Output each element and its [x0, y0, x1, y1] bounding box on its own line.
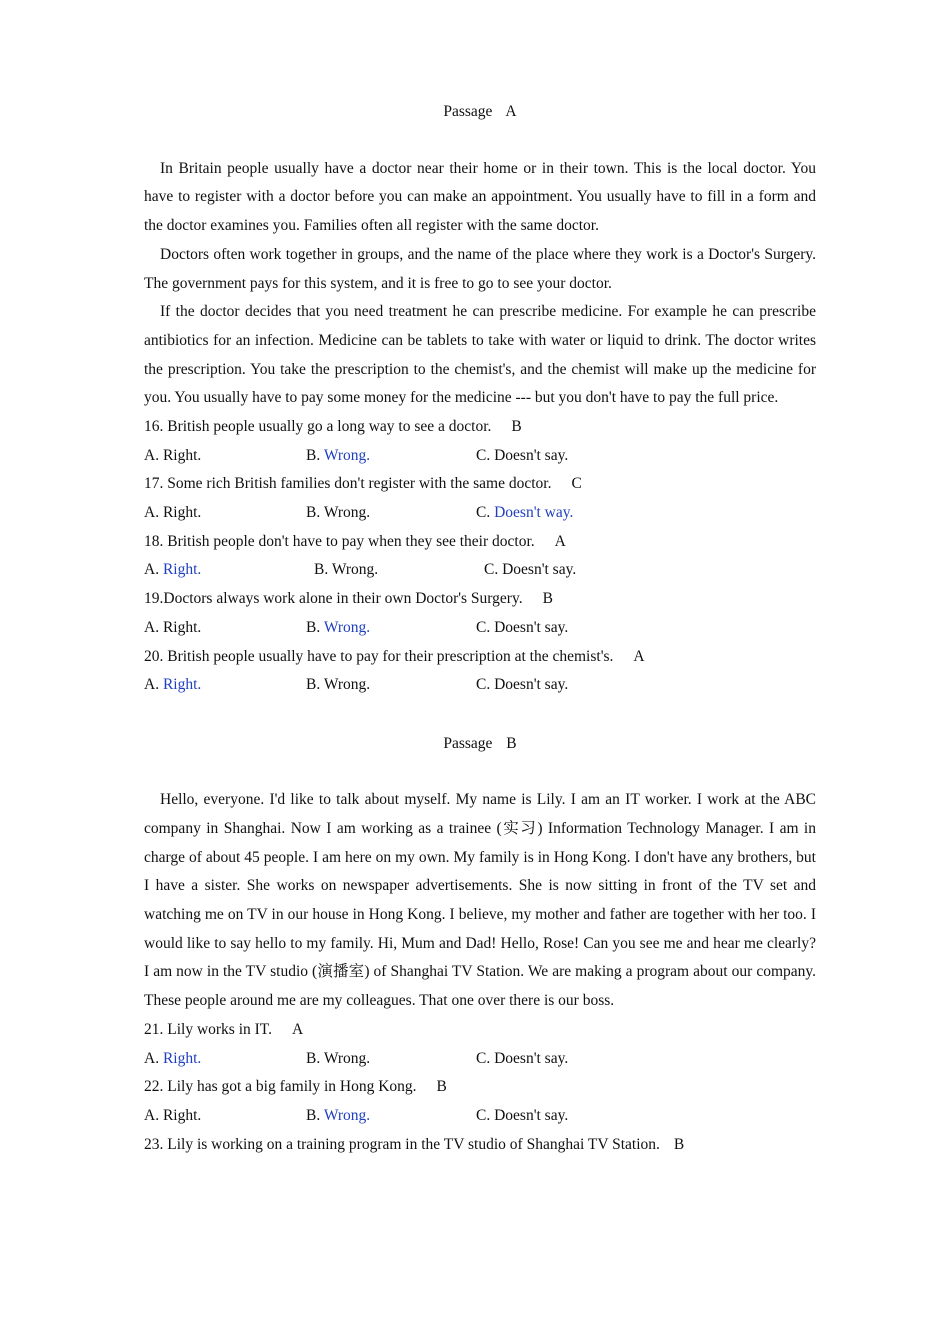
question-20: [144, 643, 816, 672]
option-text: Right.: [162, 1049, 202, 1067]
option-text: Wrong.: [323, 1049, 371, 1067]
option-letter: C.: [476, 1049, 491, 1067]
option-letter: C.: [476, 504, 491, 522]
question-23: [144, 1131, 816, 1160]
option-c: [476, 671, 568, 700]
option-text: Doesn't say.: [494, 1049, 569, 1067]
option-b: [306, 614, 370, 643]
passage-a-paragraph: In Britain people usually have a doctor near their home or in their town. This is the local doctor. You have to register with a doctor before you can make an appointment. You usually have to fill in a form and the doctor examines you. Families often all register with the same doctor.: [144, 159, 816, 235]
option-letter: B.: [306, 504, 321, 522]
options-21: [144, 1045, 816, 1074]
option-text: Right.: [162, 504, 202, 522]
question-answer: A: [554, 532, 566, 550]
option-text: Wrong.: [323, 446, 371, 464]
option-b: [306, 1102, 370, 1131]
option-letter: A.: [144, 446, 160, 464]
option-letter: B.: [314, 561, 329, 579]
option-letter: A.: [144, 1106, 160, 1124]
option-b: [306, 442, 370, 471]
option-letter: C.: [476, 446, 491, 464]
option-text: Doesn't say.: [494, 446, 569, 464]
question-18: [144, 528, 816, 557]
question-answer: B: [511, 418, 522, 436]
option-letter: C.: [484, 561, 499, 579]
option-text: Right.: [162, 676, 202, 694]
option-text: Doesn't say.: [502, 561, 577, 579]
option-a: [144, 1102, 201, 1131]
option-letter: B.: [306, 1049, 321, 1067]
passage-a-title: Passage A: [443, 103, 517, 120]
options-19: [144, 614, 816, 643]
passage-b-title: Passage B: [443, 734, 517, 752]
option-b: [314, 556, 378, 585]
option-letter: C.: [476, 1106, 491, 1124]
question-16: [144, 413, 816, 442]
question-text: 18. British people don't have to pay when they see their doctor.: [144, 532, 535, 550]
document-page: [144, 97, 816, 1159]
option-a: [144, 614, 201, 643]
question-answer: B: [542, 590, 553, 608]
question-text: 20. British people usually have to pay for their prescription at the chemist's.: [144, 647, 614, 665]
passage-a-paragraph: If the doctor decides that you need treatment he can prescribe medicine. For example he can prescribe antibiotics for an infection. Medicine can be tablets to take with water or liquid to drink. The doctor writes the prescription. You take the prescription to the chemist's, and the chemist will make up the medicine for you. You usually have to pay some money for the medicine --- but you don't have to pay the full price.: [144, 303, 816, 407]
question-answer: B: [436, 1078, 447, 1096]
question-answer: A: [292, 1020, 304, 1038]
option-letter: B.: [306, 1106, 321, 1124]
option-text: Right.: [162, 561, 202, 579]
option-text: Right.: [162, 446, 202, 464]
option-letter: B.: [306, 618, 321, 636]
option-text: Right.: [162, 618, 202, 636]
question-text: 19.Doctors always work alone in their own Doctor's Surgery.: [144, 590, 523, 608]
option-c: [476, 499, 573, 528]
option-c: [484, 556, 576, 585]
option-text: Doesn't way.: [494, 504, 574, 522]
option-a: [144, 671, 201, 700]
option-c: [476, 614, 568, 643]
question-answer: A: [633, 647, 645, 665]
option-letter: A.: [144, 504, 160, 522]
option-c: [476, 1102, 568, 1131]
option-text: Wrong.: [323, 1106, 371, 1124]
option-letter: A.: [144, 561, 160, 579]
options-18: [144, 556, 816, 585]
question-text: 21. Lily works in IT.: [144, 1020, 273, 1038]
question-text: 17. Some rich British families don't register with the same doctor.: [144, 475, 552, 493]
question-text: 16. British people usually go a long way to see a doctor.: [144, 418, 492, 436]
question-answer: B: [673, 1135, 685, 1153]
option-b: [306, 671, 370, 700]
option-text: Doesn't say.: [494, 1106, 569, 1124]
option-text: Wrong.: [323, 504, 371, 522]
options-22: [144, 1102, 816, 1131]
option-a: [144, 499, 201, 528]
option-letter: A.: [144, 618, 160, 636]
question-19: [144, 585, 816, 614]
question-21: [144, 1016, 816, 1045]
question-text: 23. Lily is working on a training program in the TV studio of Shanghai TV Station.: [144, 1135, 660, 1153]
passage-b-paragraph: Hello, everyone. I'd like to talk about myself. My name is Lily. I am an IT worker. I work at the ABC company in Shanghai. Now I am working as a trainee (实习) Information Technology Manager. I am in charge of about 45 people. I am here on my own. My family is in Hong Kong. I don't have any brothers, but I have a sister. She works on newspaper advertisements. She is now sitting in front of the TV set and watching me on TV in our house in Hong Kong. I believe, my mother and father are together with her too. I would like to say hello to my family. Hi, Mum and Dad! Hello, Rose! Can you see me and hear me clearly? I am now in the TV studio (演播室) of Shanghai TV Station. We are making a program about our company. These people around me are my colleagues. That one over there is our boss.: [144, 791, 816, 1010]
option-a: [144, 556, 201, 585]
option-a: [144, 442, 201, 471]
option-c: [476, 1045, 568, 1074]
option-letter: A.: [144, 1049, 160, 1067]
options-16: [144, 442, 816, 471]
option-c: [476, 442, 568, 471]
option-a: [144, 1045, 201, 1074]
option-letter: C.: [476, 676, 491, 694]
option-text: Wrong.: [323, 618, 371, 636]
option-b: [306, 1045, 370, 1074]
option-letter: A.: [144, 676, 160, 694]
question-17: [144, 470, 816, 499]
option-text: Right.: [162, 1106, 202, 1124]
question-text: 22. Lily has got a big family in Hong Kong.: [144, 1078, 417, 1096]
options-20: [144, 671, 816, 700]
options-17: [144, 499, 816, 528]
option-text: Wrong.: [331, 561, 379, 579]
option-letter: C.: [476, 618, 491, 636]
option-b: [306, 499, 370, 528]
passage-a-paragraph: Doctors often work together in groups, and the name of the place where they work is a Doctor's Surgery. The government pays for this system, and it is free to go to see your doctor.: [144, 245, 816, 292]
option-text: Wrong.: [323, 676, 371, 694]
question-answer: C: [571, 475, 582, 493]
option-letter: B.: [306, 446, 321, 464]
question-22: [144, 1073, 816, 1102]
option-text: Doesn't say.: [494, 676, 569, 694]
option-letter: B.: [306, 676, 321, 694]
option-text: Doesn't say.: [494, 618, 569, 636]
